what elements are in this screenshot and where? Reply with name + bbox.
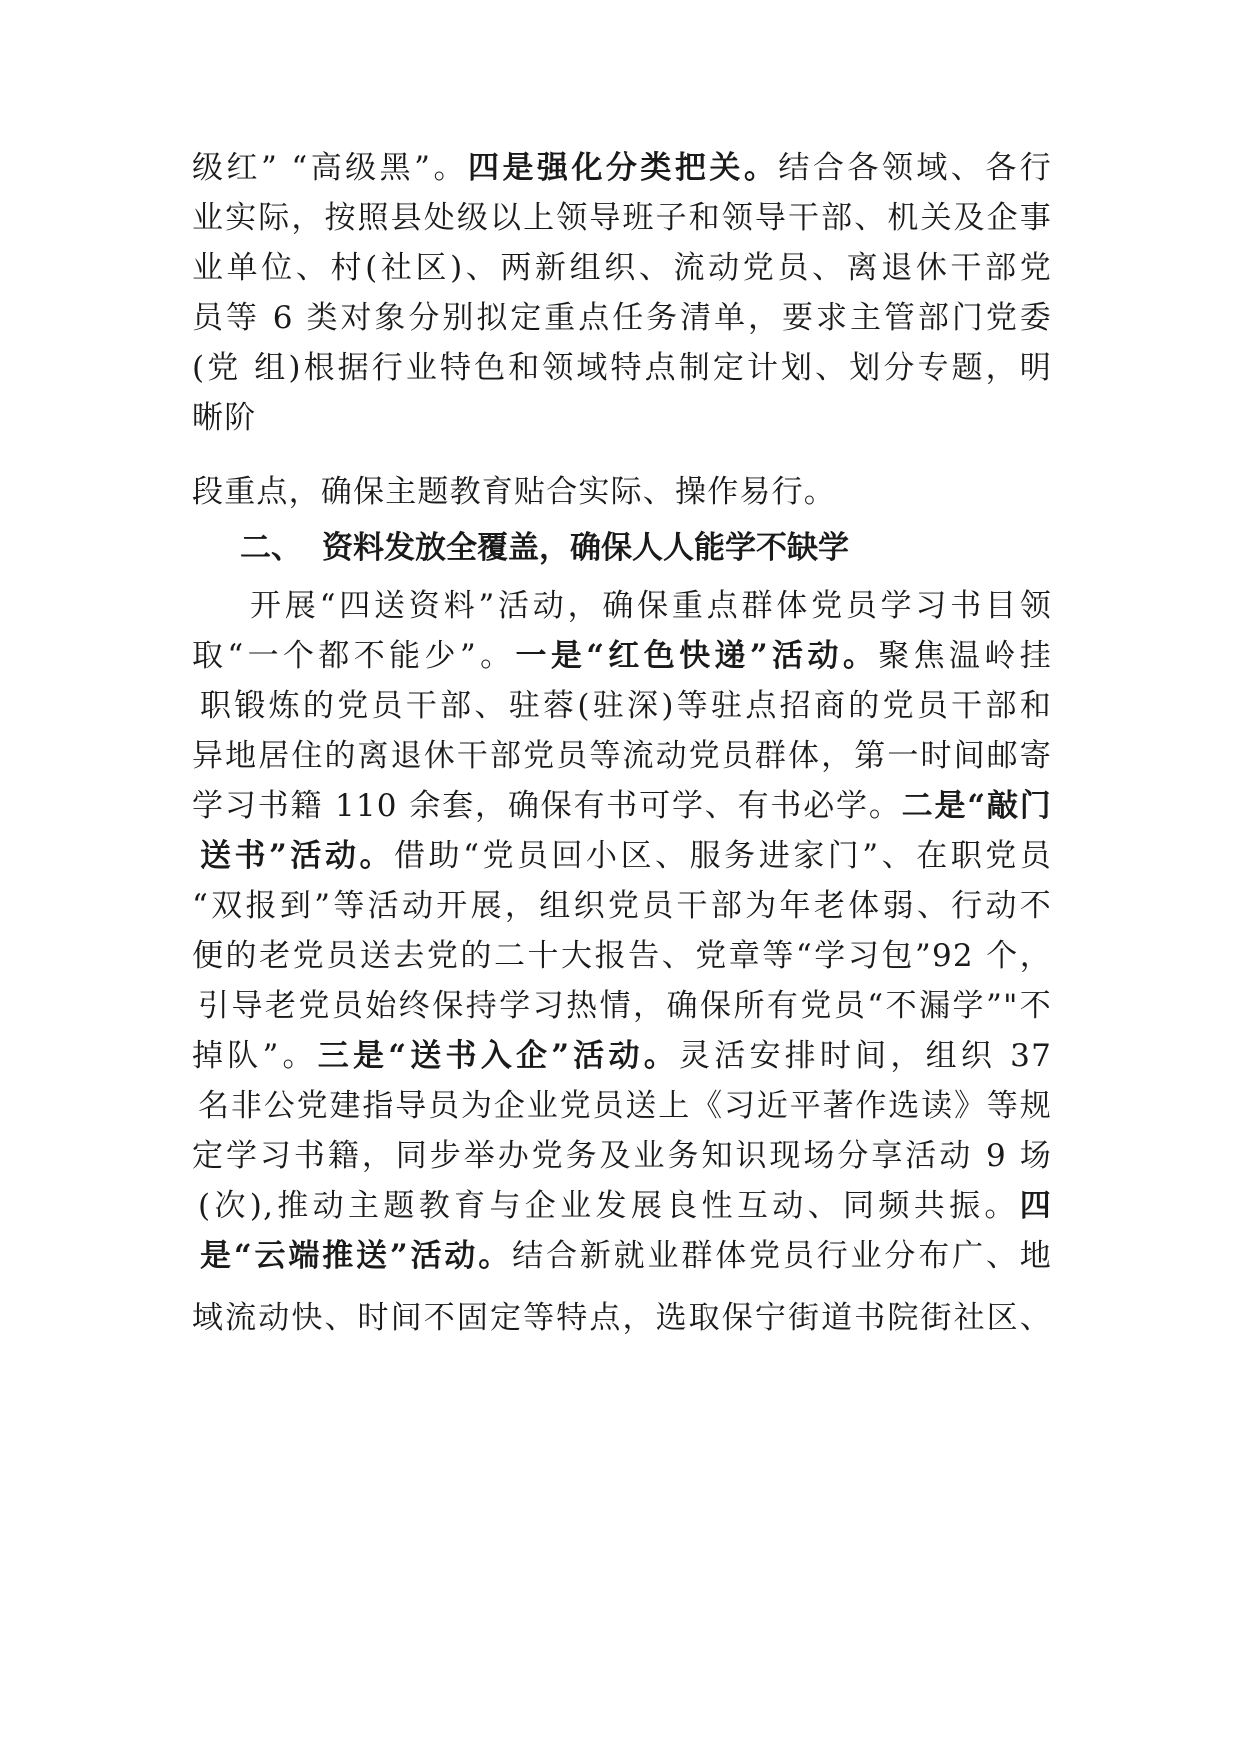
text-run: 结合新就业群体党员行业分布广、地 [512,1238,1052,1274]
text-run: 级红” “高级黑”。 [192,150,468,186]
paragraph-line: 员等 6 类对象分别拟定重点任务清单，要求主管部门党委 [192,300,1052,336]
bold-lead: 是“云端推送”活动。 [200,1238,513,1274]
paragraph-line: 业单位、村(社区)、两新组织、流动党员、离退休干部党 [192,250,1052,286]
paragraph-line: 段重点，确保主题教育贴合实际、操作易行。 [192,474,836,510]
bold-lead: 四是强化分类把关。 [467,150,779,186]
bold-lead: 一是“红色快递”活动。 [515,638,879,674]
text-run: 结合各领域、各行 [778,150,1052,186]
paragraph-line: 业实际，按照县处级以上领导班子和领导干部、机关及企事 [192,200,1052,236]
paragraph-line: “双报到”等活动开展，组织党员干部为年老体弱、行动不 [192,888,1052,924]
heading-text: 资料发放全覆盖，确保人人能学不缺学 [322,530,849,566]
section-heading [240,528,1040,568]
heading-number: 二、 [240,530,302,566]
paragraph-line [200,1236,1052,1276]
text-run: (次),推动主题教育与企业发展良性互动、同频共振。 [198,1188,1020,1224]
paragraph-line: 引导老党员始终保持学习热情，确保所有党员“不漏学”"不 [198,988,1052,1024]
paragraph-line: 定学习书籍，同步举办党务及业务知识现场分享活动 9 场 [192,1138,1052,1174]
bold-lead: 二是“敲门 [901,788,1052,824]
text-run: 掉队”。 [192,1038,318,1074]
paragraph-line: 职锻炼的党员干部、驻蓉(驻深)等驻点招商的党员干部和 [200,688,1052,724]
paragraph-line [192,786,1052,826]
paragraph-line [192,636,1052,676]
paragraph-line [192,1036,1052,1076]
bold-lead: 四 [1019,1188,1052,1224]
paragraph-line: 异地居住的离退休干部党员等流动党员群体，第一时间邮寄 [192,738,1052,774]
text-run: 聚焦温岭挂 [878,638,1052,674]
paragraph-line: 开展“四送资料”活动，确保重点群体党员学习书目领 [250,588,1052,624]
paragraph-line [200,836,1052,876]
paragraph-line: 名非公党建指导员为企业党员送上《习近平著作选读》等规 [198,1088,1052,1124]
bold-lead: 三是“送书入企”活动。 [317,1038,679,1074]
bold-lead: 送书”活动。 [200,838,395,874]
paragraph-line: 域流动快、时间不固定等特点，选取保宁街道书院街社区、 [192,1300,1052,1336]
paragraph-line [198,1186,1052,1226]
text-run: 学习书籍 110 余套，确保有书可学、有书必学。 [192,788,902,824]
paragraph-line: (党 组)根据行业特色和领域特点制定计划、划分专题，明 [192,350,1052,386]
paragraph-line [192,148,1052,188]
paragraph-line: 便的老党员送去党的二十大报告、党章等“学习包”92 个， [192,938,1052,974]
text-run: 灵活安排时间，组织 37 [678,1038,1052,1074]
paragraph-line: 晰阶 [192,400,257,436]
text-run: 借助“党员回小区、服务进家门”、在职党员 [394,838,1052,874]
text-run: 取“一个都不能少”。 [192,638,516,674]
